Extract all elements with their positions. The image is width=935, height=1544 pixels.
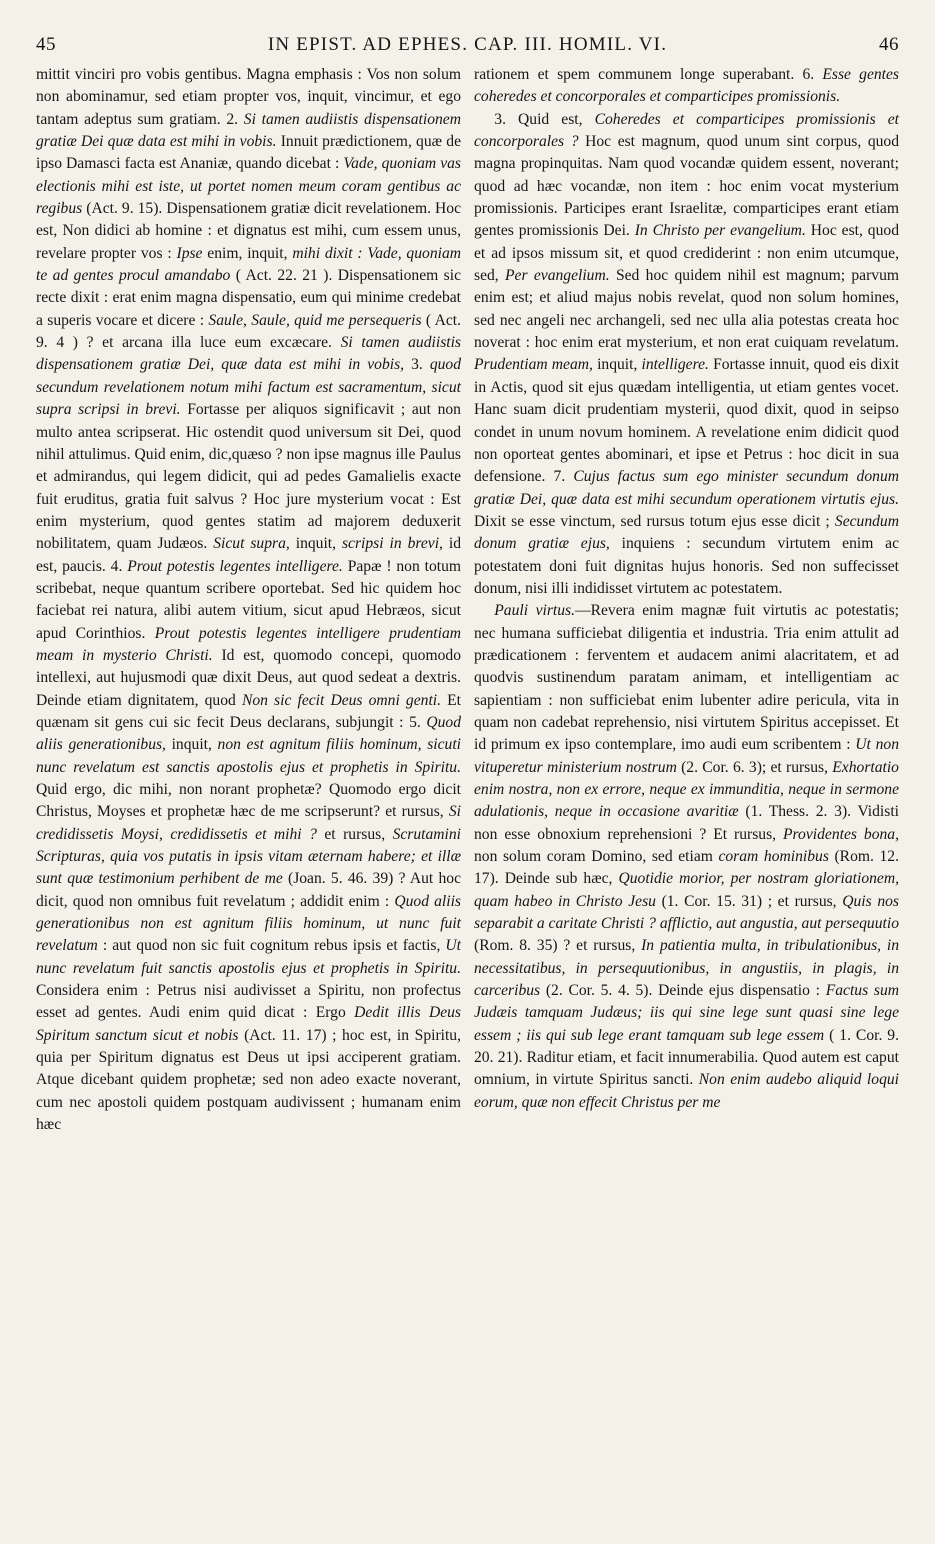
italic-text-segment: Si tamen audiistis dispensationem gratiæ Dei quæ data est mihi in vobis. [36,110,461,151]
italic-text-segment: Exhortatio enim nostra, non ex errore, neque ex immunditia, neque in sermone adulationis, neque in occasione avaritiæ [474,758,899,821]
text-segment: enim, inquit, [202,244,293,262]
running-header [36,34,899,60]
text-segment: ( Act. 9. 4 ) ? et arcana illa luce eum excæcare. [36,311,461,352]
text-segment: (Act. 9. 15). Dispensationem gratiæ dicit revelationem. Hoc est, Non didici ab homine : et dignatus est mihi, cum essem unus, revelare propter vos : [36,200,461,262]
left-column [36,64,461,1137]
text-segment: (Rom. 12. 17). Deinde sub hæc, [474,848,899,888]
italic-text-segment: Si credidissetis Moysi, credidissetis et mihi ? [36,803,461,843]
right-paragraph-1 [474,64,899,109]
text-segment: : aut quod non sic fuit cognitum rebus ipsis et factis, [97,937,446,955]
italic-text-segment: Quotidie morior, per nostram gloriationem, quam habeo in Christo Jesu [474,870,899,910]
right-column [474,64,899,1137]
text-segment: (2. Cor. 5. 4. 5). Deinde ejus dispensatio : [540,982,826,1000]
text-segment: (2. Cor. 6. 3); et rursus, [676,758,833,776]
text-segment: (1. Cor. 15. 31) ; et rursus, [655,892,843,910]
left-page-number: 45 [36,34,56,55]
italic-text-segment: Si tamen audiistis dispensationem gratiæ Dei, quæ data est mihi in vobis, [36,334,461,374]
text-segment: (Rom. 8. 35) ? et rursus, [474,937,642,955]
italic-text-segment: Non sic fecit Deus omni genti. [241,691,442,709]
right-page-number: 46 [879,34,899,55]
text-segment: ( Act. 22. 21 ). Dispensationem sic recte dixit : erat enim magna dispensatio, eum qui minime credebat a superis vocare et dicere : [36,267,461,329]
italic-text-segment: intelligere. [641,356,709,374]
text-segment: Fortasse per aliquos significavit ; aut non multo antea scripserat. Hic ostendit quod universum sit Dei, quod nihil attulimus. Quid enim, dic,quæso ? non ipse magnus ille Paulus et admirandus, qui legem didicit, qui ad pedes Gamalielis exacte fuit eruditus, gratia fuit salvus ? Hoc jure mysterium vocat : Est enim mysterium, quod gentes statim ad majorem deduxerit nobilitatem, quam Judæos. [36,401,461,553]
text-segment: inquiens : secundum virtutem enim ac potestatem doni fuit dignitas hujus honoris. Sed non suffecisset donum, nisi illi indidisset virtutem ac potestatem. [474,535,899,597]
italic-text-segment: Providentes bona, [783,825,899,843]
text-segment: —Revera enim magnæ fuit virtutis ac potestatis; nec humana sufficiebat diligentia et industria. Tria enim attulit ad prædicationem : ferventem et audacem animi alacritatem, et ad quodvis sustinendum paratam animam, et intelligentiam ac sapientiam : non sufficiebat enim lubenter adire pericula, vita in quam non cadebat reprehensio, nisi virtutem Spiritus accepisset. Et id primum ex ipso contemplare, imo audi eum scribentem : [474,602,900,754]
text-segment: Id est, quomodo concepi, quomodo intellexi, aut hujusmodi quæ dixit Deus, aut quod sedeat a dextris. Deinde etiam dignitatem, quod [36,646,461,709]
text-segment: ( 1. Cor. 9. 20. 21). Raditur etiam, et facit innumerabilia. Quod autem est caput omnium, in virtute Spiritus sancti. [474,1026,900,1089]
text-segment: Innuit prædictionem, quæ de ipso Damasci facta est Ananiæ, quando dicebat : [36,133,461,173]
text-segment: Fortasse innuit, quod eis dixit in Actis, quod sit ejus quædam intelligentia, ut etiam gentes vocet. Hanc suam dicit prudentiam mysterii, quod dixit, quod in seipso condet in unum novum hominem. A revelatione enim didicit quod non oporteat gentes abominari, et ipse et Petrus : hoc dicit in sua defensione. 7. [474,356,899,486]
running-title: IN EPIST. AD EPHES. CAP. III. HOMIL. VI. [267,34,668,55]
italic-text-segment: Quod aliis generationibus, [36,713,461,754]
text-segment: (Joan. 5. 46. 39) ? Aut hoc dicit, quod non omnibus fuit revelatum ; addidit enim : [36,870,461,910]
italic-text-segment: Prudentiam meam, [474,356,593,374]
text-segment: Hoc est, quod et ad ipsos missum sit, et quod crediderint : non enim utcumque, sed, [474,222,899,285]
text-segment: Hoc est magnum, quod unum sint corpus, quod magna propinquitas. Nam quod vocandæ quidem essent, noverant; quod ad hæc vocandæ, non item : hoc enim vocat mysterium promissionis. Participes erant Israelitæ, comparticipes erant etiam gentes promissionis Dei. [474,133,900,240]
italic-text-segment: Cujus factus sum ego minister secundum donum gratiæ Dei, quæ data est mihi secundum operationem virtutis ejus. [474,468,900,508]
text-segment: Et quænam sit gens cui sic fecit Deus declarans, subjungit : 5. [36,691,461,731]
italic-text-segment: Scrutamini Scripturas, quia vos putatis in ipsis vitam æternam habere; et illæ sunt quæ testimonium perhibent de me [36,825,461,888]
text-segment: id est, paucis. 4. [36,535,462,575]
italic-text-segment: In Christo per evangelium. [634,222,806,240]
text-segment: Sed hoc quidem nihil est magnum; parvum enim est; et aliud majus nobis revelat, quod non solum homines, sed nec angeli nec archangeli, sed nec ulla alia potestas creata hoc noverat : hoc enim erat mysterium, et non erat cuiquam revelatum. [474,267,900,352]
italic-text-segment: In patientia multa, in tribulationibus, in necessitatibus, in persequutionibus, in angustiis, in plagis, in carceribus [474,937,899,1000]
text-segment: rationem et spem communem longe superabant. 6. [474,66,823,83]
text-segment: Quid ergo, dic mihi, non norant prophetæ? Quomodo ergo dicit Christus, Moyses et prophetæ hæc de me scripserunt? et rursus, [36,781,461,821]
text-segment: inquit, [592,356,642,374]
right-paragraph-3 [474,600,899,1114]
italic-text-segment: Dedit illis Deus Spiritum sanctum sicut et nobis [36,1004,462,1044]
italic-text-segment: Saule, Saule, quid me persequeris [208,311,422,329]
italic-text-segment: Prout potestis legentes intelligere prudentiam meam in mysterio Christi. [36,624,462,664]
text-columns [36,64,899,1137]
text-segment: et rursus, [316,825,393,843]
italic-text-segment: mihi dixit : Vade, quoniam te ad gentes procul amandabo [36,244,462,285]
italic-text-segment: scripsi in brevi, [341,535,443,553]
text-segment: inquit, [165,736,218,754]
text-segment: Considera enim : Petrus nisi audivisset a Spiritu, non profectus esset ad gentes. Audi enim quid dicat : Ergo [36,982,461,1022]
italic-text-segment: Vade, quoniam vas electionis mihi est iste, ut portet nomen meum coram gentibus ac regibus [36,155,461,218]
italic-text-segment: Per evangelium. [505,267,610,285]
italic-text-segment: Ut nunc revelatum fuit sanctis apostolis ejus et prophetis in Spiritu. [36,937,461,977]
italic-text-segment: Ut non vituperetur ministerium nostrum [474,736,899,776]
text-segment: (Act. 11. 17) ; hoc est, in Spiritu, quia per Spiritum dignatus est Deus ut ipsi acciperent gratiam. Atque dicebant quidem prophetæ; sed non adeo exacte noverant, cum nec apostoli quidem postquam audivissent ; humanam enim hæc [36,1026,461,1134]
italic-text-segment: Pauli virtus. [494,602,575,620]
italic-text-segment: coram hominibus [718,848,829,866]
text-segment: (1. Thess. 2. 3). Vidisti non esse obnoxium reprehensioni ? Et rursus, [474,803,899,843]
text-segment: Dixit se esse vinctum, sed rursus totum ejus esse dicit ; [474,512,835,530]
left-paragraph [36,64,461,1137]
italic-text-segment: Coheredes et comparticipes promissionis et concorporales ? [474,110,899,151]
text-segment: 3. [404,356,430,374]
italic-text-segment: Prout potestis legentes intelligere. [127,557,343,575]
italic-text-segment: Quod aliis generationibus non est agnitum filiis hominum, ut nunc fuit revelatum [36,892,461,955]
text-segment: non solum coram Domino, sed etiam [474,848,719,866]
italic-text-segment: Factus sum Judæis tamquam Judæus; iis qui sine lege sunt quasi sine lege essem ; iis qui sub lege erant tamquam sub lege essem [474,982,900,1044]
italic-text-segment: Non enim audebo aliquid loqui eorum, quæ non effecit Christus per me [474,1071,899,1111]
right-paragraph-2 [474,109,899,601]
italic-text-segment: Ipse [176,244,203,262]
italic-text-segment: Secundum donum gratiæ ejus, [474,512,899,553]
text-segment: 3. Quid est, [494,110,595,128]
italic-text-segment: Esse gentes coheredes et concorporales et comparticipes promissionis. [474,66,899,106]
italic-text-segment: non est agnitum filiis hominum, sicuti nunc revelatum est sanctis apostolis ejus et prophetis in Spiritu. [36,736,461,776]
text-segment: inquit, [289,535,342,553]
text-segment: mittit vinciri pro vobis gentibus. Magna emphasis : Vos non solum non abominamur, sed etiam propter vos, inquit, vincimur, et ego tantam adeptus sum gratiam. 2. [36,66,461,128]
italic-text-segment: Quis nos separabit a caritate Christi ? afflictio, aut angustia, aut persequutio [474,892,899,933]
italic-text-segment: Sicut supra, [213,535,290,553]
text-segment: Papæ ! non totum scribebat, neque quantum scribere oportebat. Sed hic quidem hoc faciebat rei natura, alibi autem vitium, sicut apud Hebræos, sicut apud Corinthios. [36,557,461,642]
italic-text-segment: quod secundum revelationem notum mihi factum est sacramentum, sicut supra scripsi in brevi. [36,356,461,419]
